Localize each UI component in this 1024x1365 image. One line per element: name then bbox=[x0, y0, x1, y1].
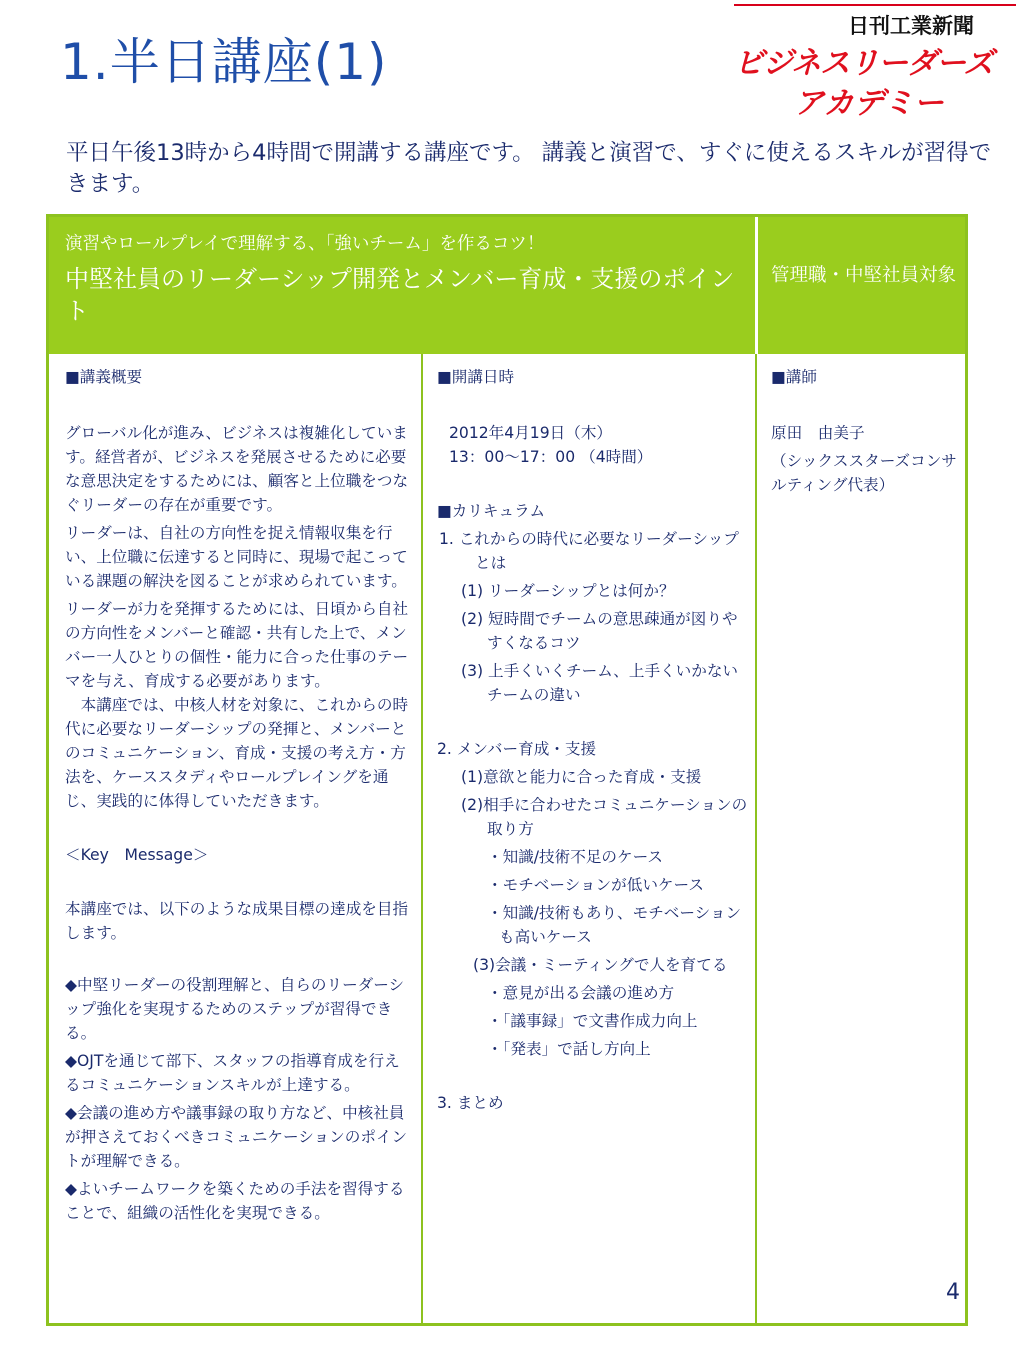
curriculum-case: ・知識/技術もあり、モチベーションも高いケース bbox=[487, 904, 742, 946]
page-number: 4 bbox=[946, 1280, 960, 1305]
goal-item: ◆よいチームワークを築くための手法を習得することで、組織の活性化を実現できる。 bbox=[65, 1180, 405, 1222]
curriculum-case: ・知識/技術不足のケース bbox=[487, 848, 664, 866]
column-divider-2 bbox=[755, 354, 757, 1323]
course-table bbox=[46, 214, 968, 1326]
curriculum-subitem: (3) 上手くいくチーム、上手くいかないチームの違い bbox=[461, 662, 739, 704]
curriculum-item: 1. これからの時代に必要なリーダーシップとは bbox=[439, 530, 739, 572]
course-header-left bbox=[65, 231, 745, 327]
curriculum-subitem: (3)会議・ミーティングで人を育てる bbox=[473, 956, 728, 974]
curriculum-item: 2. メンバー育成・支援 bbox=[437, 740, 597, 758]
curriculum-subitem: (2)相手に合わせたコミュニケーションの取り方 bbox=[461, 796, 748, 838]
overview-paragraph: リーダーが力を発揮するためには、日頃から自社の方向性をメンバーと確認・共有した上で、メンバー一人ひとりの個性・能力に合った仕事のテーマを与え、育成する必要があります。 bbox=[65, 600, 409, 690]
instructor-name: 原田 由美子 bbox=[771, 424, 865, 442]
logo-newspaper-name: 日刊工業新聞 bbox=[848, 14, 974, 38]
logo-rule bbox=[734, 4, 1016, 6]
curriculum-item: 3. まとめ bbox=[437, 1094, 504, 1112]
overview-column bbox=[65, 365, 411, 1225]
logo-main-text: ビジネスリーダーズ bbox=[734, 46, 993, 81]
goal-item: ◆中堅リーダーの役割理解と、自らのリーダーシップ強化を実現するためのステップが習得できる。 bbox=[65, 976, 405, 1042]
page-title: 1.半日講座(1) bbox=[60, 33, 388, 91]
intro-text: 平日午後13時から4時間で開講する講座です。 講義と演習で、すぐに使えるスキルが習得できます。 bbox=[66, 140, 992, 197]
course-catchphrase: 演習やロールプレイで理解する、「強いチーム」を作るコツ！ bbox=[65, 234, 545, 254]
key-message-heading: ＜Key Message＞ bbox=[65, 846, 209, 864]
instructor-affiliation: （シックススターズコンサルティング代表） bbox=[771, 452, 957, 494]
column-divider-1 bbox=[421, 354, 423, 1323]
curriculum-case: ・「議事録」で文書作成力向上 bbox=[487, 1012, 698, 1030]
overview-heading: ■講義概要 bbox=[65, 368, 143, 386]
goal-item: ◆会議の進め方や議事録の取り方など、中核社員が押さえておくべきコミュニケーションのポイントが理解できる。 bbox=[65, 1104, 408, 1170]
curriculum-subitem: (1)意欲と能力に合った育成・支援 bbox=[461, 768, 702, 786]
curriculum-case: ・「発表」で話し方向上 bbox=[487, 1040, 651, 1058]
instructor-column bbox=[771, 365, 961, 497]
logo-sub-text: アカデミー bbox=[794, 86, 944, 121]
schedule-column bbox=[437, 365, 749, 1115]
course-time: 13：00～17：00 （4時間） bbox=[449, 448, 653, 466]
course-title: 中堅社員のリーダーシップ開発とメンバー育成・支援のポイント bbox=[65, 265, 735, 325]
course-date: 2012年4月19日（木） bbox=[449, 424, 613, 442]
goal-item: ◆OJTを通じて部下、スタッフの指導育成を行えるコミュニケーションスキルが上達する。 bbox=[65, 1052, 400, 1094]
curriculum-case: ・モチベーションが低いケース bbox=[487, 876, 704, 894]
overview-paragraph: 本講座では、中核人材を対象に、これからの時代に必要なリーダーシップの発揮と、メンバーとのコミュニケーション、育成・支援の考え方・方法を、ケーススタディやロールプレイングを通じ、実践的に体得していただきます。 bbox=[65, 696, 409, 810]
curriculum-case: ・意見が出る会議の進め方 bbox=[487, 984, 675, 1002]
header-divider bbox=[755, 217, 758, 354]
schedule-heading: ■開講日時 bbox=[437, 368, 515, 386]
overview-paragraph: グローバル化が進み、ビジネスは複雑化しています。経営者が、ビジネスを発展させるために必要な意思決定をするためには、顧客と上位職をつなぐリーダーの存在が重要です。 bbox=[65, 424, 409, 514]
curriculum-subitem: (1) リーダーシップとは何か？ bbox=[461, 582, 675, 600]
key-message-intro: 本講座では、以下のような成果目標の達成を目指します。 bbox=[65, 900, 409, 942]
curriculum-subitem: (2) 短時間でチームの意思疎通が図りやすくなるコツ bbox=[461, 610, 738, 652]
curriculum-heading: ■カリキュラム bbox=[437, 502, 546, 520]
overview-paragraph: リーダーは、自社の方向性を捉え情報収集を行い、上位職に伝達すると同時に、現場で起こっている課題の解決を図ることが求められています。 bbox=[65, 524, 408, 590]
academy-logo bbox=[734, 4, 1016, 121]
course-target: 管理職・中堅社員対象 bbox=[771, 265, 957, 286]
instructor-heading: ■講師 bbox=[771, 368, 817, 386]
course-header-band bbox=[49, 217, 965, 354]
